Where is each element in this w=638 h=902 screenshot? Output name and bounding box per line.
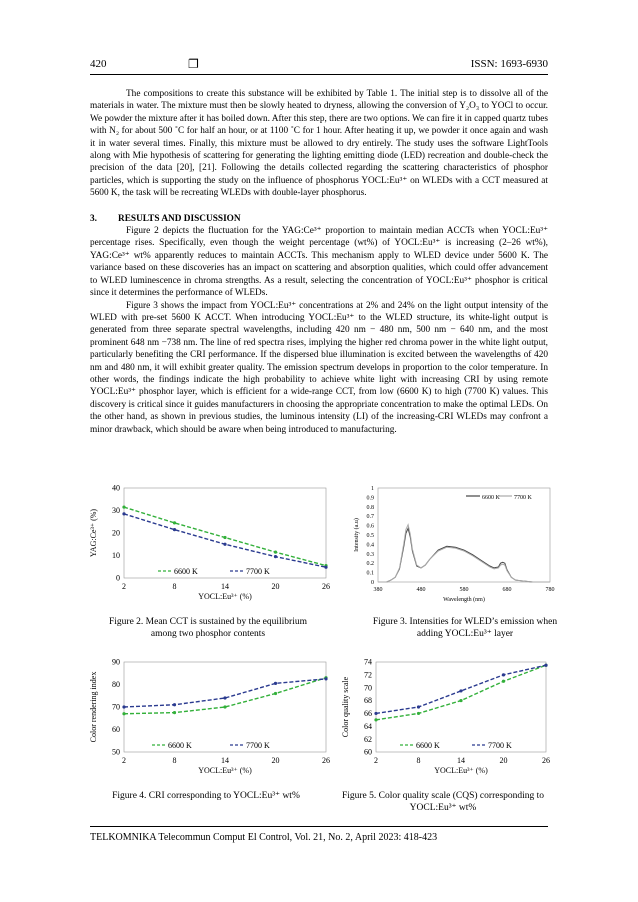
paragraph-2: Figure 2 depicts the fluctuation for the YAG:Ce³⁺ proportion to maintain median ACCTs when YOCL:Eu³⁺ percentage rises. Specifically, even though the weight percentage (wt%) of YOCL:Eu³⁺ is increasing (2‒26 wt%), YAG:Ce³⁺ wt% apparently reduces to maintain ACCTs. This mechanism apply to WLED device under 5600 K. The variance based on these discoveries has an impact on scattering and absorption qualities, which could offer advancement to WLED luminescence in chroma strengths. As a result, selecting the concentration of YOCL:Eu³⁺ phosphor is critical since it determines the performance of WLEDs. xyxy=(90,226,548,299)
footer-rule xyxy=(90,826,548,827)
y-tick-label: 20 xyxy=(112,528,120,538)
paragraph-3: Figure 3 shows the impact from YOCL:Eu³⁺ concentrations at 2% and 24% on the light output intensity of the WLED with pre-set 5600 K ACCT. When introducing YOCL:Eu³⁺ to the WLED structure, its white-light output is generated from three separate spectral wavelengths, including 420 nm − 480 nm, 500 nm − 640 nm, and the most prominent 648 nm −738 nm. The line of red spectra rises, implying the higher red chroma power in the white light output, particularly benefiting the CRI performance. If the dispersed blue illumination is excited between the wavelengths of 420 nm and 480 nm, it will exhibit greater quality. The emission spectrum develops in proportion to the color temperature. In other words, the findings indicate the high probability to achieve white light with increasing CRI by using remote YOCL:Eu³⁺ phosphor layer, which is efficient for a wide-range CCT, from low (6600 K) to high (7700 K) values. This discovery is critical since it guides manufacturers in choosing the appropriate concentration to make the optimal LEDs. On the other hand, as shown in previous studies, the luminous intensity (LI) of the increasing-CRI WLEDs may confront a minor drawback, which should be aware when being introduced to manufacturing. xyxy=(90,300,548,435)
legend-label: 7700 K xyxy=(514,495,532,501)
y-tick-label: 0.5 xyxy=(366,533,374,539)
y-tick-label: 40 xyxy=(112,483,120,493)
x-tick-label: 380 xyxy=(373,587,383,593)
data-point xyxy=(173,711,176,714)
figure-5 xyxy=(338,652,558,782)
legend-label: 6600 K xyxy=(168,741,192,750)
data-point xyxy=(324,566,327,569)
x-tick-label: 14 xyxy=(457,756,465,765)
data-point xyxy=(274,692,277,695)
x-tick-label: 480 xyxy=(416,587,426,593)
y-tick-label: 0.1 xyxy=(366,570,374,577)
y-tick-label: 0.7 xyxy=(366,514,374,521)
data-point xyxy=(374,718,377,721)
y-tick-label: 60 xyxy=(364,747,372,757)
body-text xyxy=(90,88,548,436)
y-tick-label: 90 xyxy=(112,657,120,667)
y-tick-label: 62 xyxy=(364,734,372,744)
legend-label: 6600 K xyxy=(416,741,440,750)
legend-label: 7700 K xyxy=(246,741,270,750)
series-line-7700-K xyxy=(378,525,550,582)
data-point xyxy=(122,506,125,509)
data-point xyxy=(173,521,176,524)
x-tick-label: 20 xyxy=(271,756,280,765)
y-tick-label: 60 xyxy=(112,725,120,735)
plot-frame xyxy=(124,488,326,578)
legend-label: 6600 K xyxy=(174,567,198,576)
x-tick-label: 20 xyxy=(271,582,280,591)
y-tick-label: 64 xyxy=(364,721,372,731)
x-axis-label: YOCL:Eu³⁺ (%) xyxy=(434,766,488,775)
issn: ISSN: 1693-6930 xyxy=(470,58,548,70)
figure-4 xyxy=(80,652,338,782)
series-line-7700-K xyxy=(124,679,326,707)
x-tick-label: 2 xyxy=(122,582,126,591)
x-tick-label: 2 xyxy=(374,756,378,765)
y-tick-label: 0 xyxy=(371,580,374,586)
y-tick-label: 0.2 xyxy=(366,561,374,568)
x-tick-label: 14 xyxy=(221,756,229,765)
y-axis-label: YAG:Ce³⁺ (%) xyxy=(89,508,98,558)
data-point xyxy=(173,528,176,531)
page-footer: TELKOMNIKA Telecommun Comput El Control, Vol. 21, No. 2, April 2023: 418-423 xyxy=(90,832,438,843)
y-tick-label: 66 xyxy=(364,709,372,719)
x-tick-label: 2 xyxy=(122,756,126,765)
y-axis-label: Color rendering index xyxy=(89,671,98,743)
y-tick-label: 1 xyxy=(371,486,374,492)
legend-label: 6600 K xyxy=(482,495,500,501)
data-point xyxy=(459,699,462,702)
y-tick-label: 0 xyxy=(116,573,120,583)
data-point xyxy=(459,689,462,692)
data-point xyxy=(544,664,547,667)
paragraph-1: The compositions to create this substance will be exhibited by Table 1. The initial step is to dissolve all of the materials in water. The mixture must then be slowly heated to dryness, allowing the conversion of Y₂O₃ to YOCl to occur. We powder the mixture after it has boiled down. After this step, there are two options. We can fire it in capped quartz tubes with N₂ for about 500 ˚C for half an hour, or at 1100 ˚C for 1 hour. After heating it up, we powder it once again and wash it in water several times. Finally, this mixture must be allowed to dry entirely. The study uses the software LightTools along with Mie hypothesis of scattering for generating the lighting emitting diode (LED) recreation and double-check the precision of the data [20], [21]. Following the details collected regarding the scattering characteristics of phosphor particles, which is supporting the study on the influence of phosphorus YOCL:Eu³⁺ on WLEDs with a CCT measured at 5600 K, the task will be recreating WLEDs with double-layer phosphorus. xyxy=(90,89,548,199)
data-point xyxy=(502,680,505,683)
y-tick-label: 0.4 xyxy=(366,542,374,549)
y-tick-label: 70 xyxy=(112,702,120,712)
x-tick-label: 26 xyxy=(322,756,330,765)
y-tick-label: 0.6 xyxy=(366,523,374,530)
x-tick-label: 8 xyxy=(416,756,421,765)
legend-label: 7700 K xyxy=(488,741,512,750)
y-tick-label: 80 xyxy=(112,680,120,690)
x-axis-label: YOCL:Eu³⁺ (%) xyxy=(198,592,252,601)
data-point xyxy=(324,677,327,680)
figure-2 xyxy=(80,478,338,608)
series-line-6600-K xyxy=(376,665,546,720)
checkbox-icon: ❐ xyxy=(188,57,199,71)
figure-4-caption: Figure 4. CRI corresponding to YOCL:Eu³⁺ wt% xyxy=(112,791,300,801)
series-line-7700-K xyxy=(124,514,326,567)
x-tick-label: 780 xyxy=(545,587,555,593)
data-point xyxy=(417,705,420,708)
x-tick-label: 580 xyxy=(459,587,469,593)
data-point xyxy=(223,696,226,699)
y-tick-label: 68 xyxy=(364,696,372,706)
y-tick-label: 0.3 xyxy=(366,551,374,558)
y-tick-label: 50 xyxy=(112,747,120,757)
data-point xyxy=(274,682,277,685)
data-point xyxy=(122,512,125,515)
x-tick-label: 8 xyxy=(172,582,177,591)
y-tick-label: 72 xyxy=(364,670,372,680)
x-tick-label: 26 xyxy=(542,756,550,765)
data-point xyxy=(274,555,277,558)
data-point xyxy=(417,712,420,715)
figure-3-caption: Figure 3. Intensities for WLED’s emission when adding YOCL:Eu³⁺ layer xyxy=(372,617,558,639)
y-tick-label: 74 xyxy=(364,657,372,667)
data-point xyxy=(223,543,226,546)
x-tick-label: 680 xyxy=(502,587,512,593)
data-point xyxy=(122,705,125,708)
series-line-6600-K xyxy=(378,528,550,582)
y-tick-label: 10 xyxy=(112,551,120,561)
y-axis-label: Intensity (a.u) xyxy=(354,518,360,552)
legend-label: 7700 K xyxy=(246,567,270,576)
data-point xyxy=(274,551,277,554)
figure-5-caption: Figure 5. Color quality scale (CQS) corresponding to YOCL:Eu³⁺ wt% xyxy=(341,791,545,813)
x-axis-label: YOCL:Eu³⁺ (%) xyxy=(198,766,252,775)
x-tick-label: 20 xyxy=(499,756,508,765)
x-tick-label: 14 xyxy=(221,582,229,591)
data-point xyxy=(173,703,176,706)
y-tick-label: 70 xyxy=(364,683,372,693)
header-rule xyxy=(90,74,548,75)
x-axis-label: Wavelength (nm) xyxy=(443,597,485,603)
series-line-7700-K xyxy=(376,665,546,713)
data-point xyxy=(223,536,226,539)
y-tick-label: 0.8 xyxy=(366,504,374,511)
page-number: 420 xyxy=(90,58,107,70)
plot-frame xyxy=(378,488,550,582)
figure-3 xyxy=(348,478,558,608)
data-point xyxy=(374,712,377,715)
y-axis-label: Color quality scale xyxy=(341,676,350,738)
figure-2-caption: Figure 2. Mean CCT is sustained by the equilibrium among two phosphor contents xyxy=(109,617,307,639)
y-tick-label: 0.9 xyxy=(366,495,374,502)
x-tick-label: 26 xyxy=(322,582,330,591)
data-point xyxy=(223,705,226,708)
section-heading: 3. RESULTS AND DISCUSSION xyxy=(90,213,241,224)
data-point xyxy=(122,712,125,715)
x-tick-label: 8 xyxy=(172,756,177,765)
y-tick-label: 30 xyxy=(112,506,120,516)
data-point xyxy=(502,673,505,676)
